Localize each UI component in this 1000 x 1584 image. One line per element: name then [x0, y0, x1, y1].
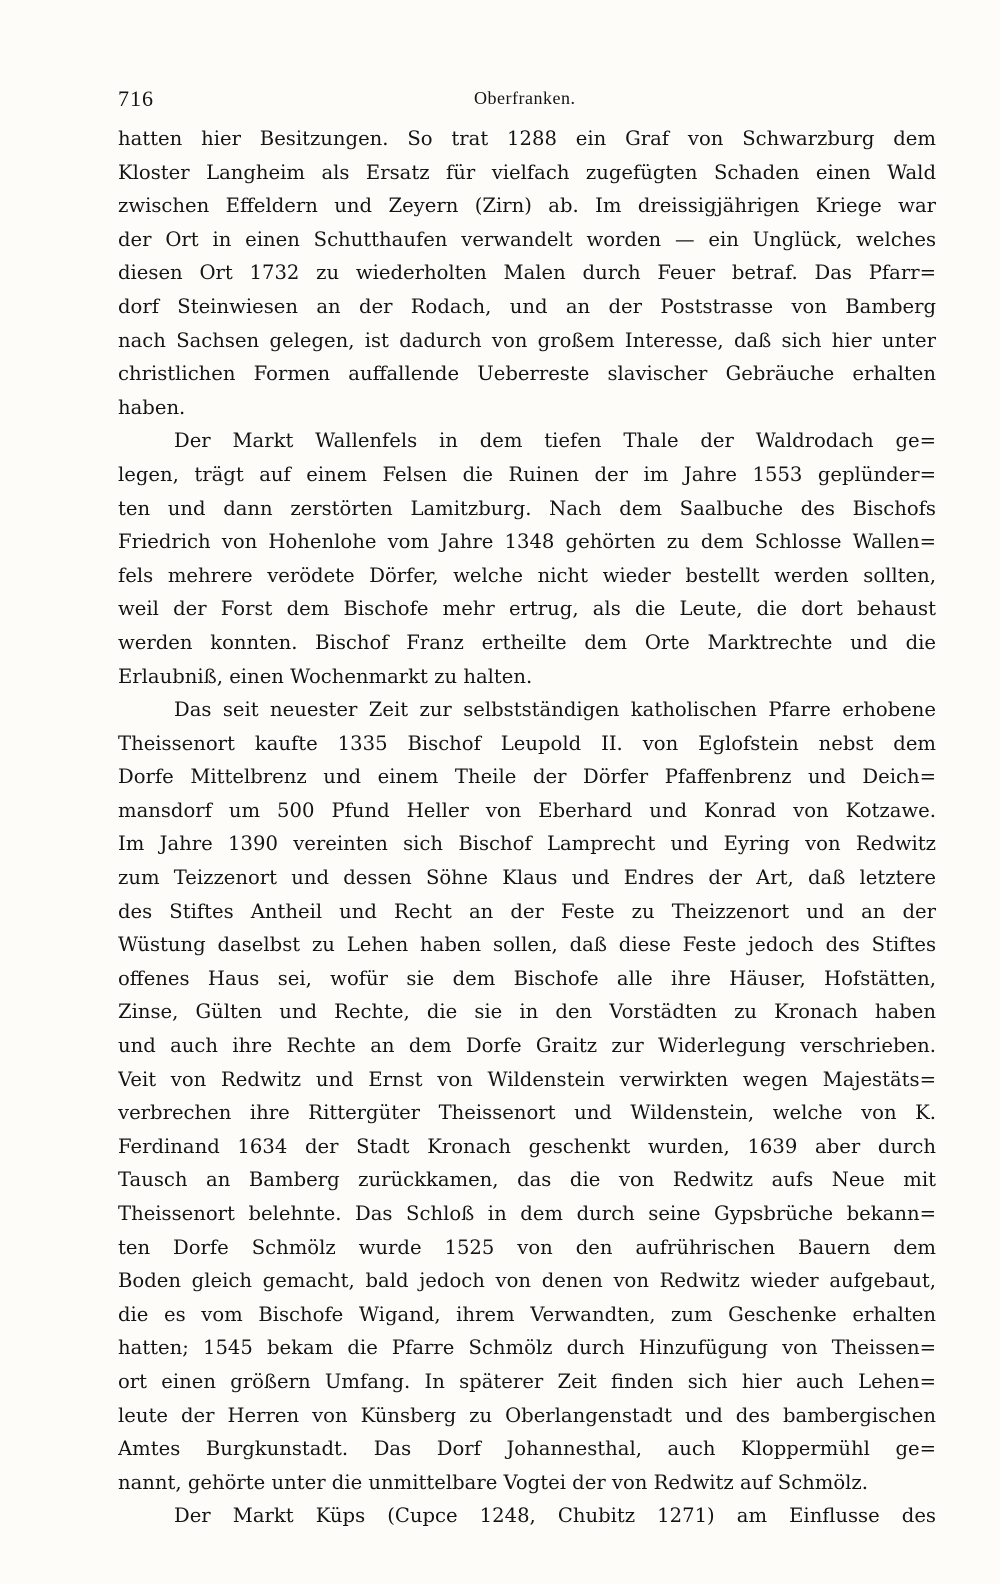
paragraph	[118, 122, 936, 424]
text-line: hatten hier Besitzungen. So trat 1288 ein Graf von Schwarzburg dem	[118, 127, 936, 150]
text-line: die es vom Bischofe Wigand, ihrem Verwandten, zum Geschenke erhalten	[118, 1302, 936, 1326]
text-line: Tausch an Bamberg zurückkamen, das die von Redwitz aufs Neue mit	[118, 1168, 936, 1192]
document-page	[118, 78, 936, 1533]
text-line: Dorfe Mittelbrenz und einem Theile der Dörfer Pfaffenbrenz und Deich=	[118, 765, 936, 789]
text-line: Erlaubniß, einen Wochenmarkt zu halten.	[118, 664, 533, 688]
text-line: Theissenort belehnte. Das Schloß in dem durch seine Gypsbrüche bekann=	[118, 1202, 936, 1225]
text-line: Im Jahre 1390 vereinten sich Bischof Lamprecht und Eyring von Redwitz	[118, 832, 936, 856]
text-line: hatten; 1545 bekam die Pfarre Schmölz durch Hinzufügung von Theissen=	[118, 1336, 936, 1360]
text-line: nannt, gehörte unter die unmittelbare Vogtei der von Redwitz auf Schmölz.	[118, 1470, 868, 1494]
text-line: zwischen Effeldern und Zeyern (Zirn) ab. Im dreissigjährigen Kriege war	[118, 194, 936, 218]
text-line: ten Dorfe Schmölz wurde 1525 von den aufrührischen Bauern dem	[118, 1235, 936, 1259]
text-line: werden konnten. Bischof Franz ertheilte dem Orte Marktrechte und die	[118, 630, 936, 654]
paragraph	[118, 424, 936, 693]
text-line: Zinse, Gülten und Rechte, die sie in den Vorstädten zu Kronach haben	[118, 1000, 936, 1024]
text-line: Kloster Langheim als Ersatz für vielfach zugefügten Schaden einen Wald	[118, 160, 936, 184]
text-line: Das seit neuester Zeit zur selbstständigen katholischen Pfarre erhobene	[174, 698, 936, 722]
text-line: christlichen Formen auffallende Ueberreste slavischer Gebräuche erhalten	[118, 362, 936, 386]
text-line: verbrechen ihre Rittergüter Theissenort und Wildenstein, welche von K.	[118, 1101, 936, 1125]
text-line: Veit von Redwitz und Ernst von Wildenstein verwirkten wegen Majestäts=	[118, 1067, 936, 1091]
text-line: Wüstung daselbst zu Lehen haben sollen, daß diese Feste jedoch des Stiftes	[118, 933, 936, 957]
text-line: leute der Herren von Künsberg zu Oberlangenstadt und des bambergischen	[118, 1403, 936, 1427]
text-line: Amtes Burgkunstadt. Das Dorf Johannesthal, auch Kloppermühl ge=	[118, 1437, 936, 1461]
text-line: des Stiftes Antheil und Recht an der Feste zu Theizzenort und an der	[118, 899, 936, 923]
text-line: weil der Forst dem Bischofe mehr ertrug, als die Leute, die dort behaust	[118, 597, 936, 621]
text-line: dorf Steinwiesen an der Rodach, und an der Poststrasse von Bamberg	[118, 294, 936, 318]
text-line: und auch ihre Rechte an dem Dorfe Graitz zur Widerlegung verschrieben.	[118, 1034, 936, 1058]
text-line: Friedrich von Hohenlohe vom Jahre 1348 gehörten zu dem Schlosse Wallen=	[118, 530, 936, 554]
page-number: 716	[118, 86, 154, 111]
text-line: zum Teizzenort und dessen Söhne Klaus und Endres der Art, daß letztere	[118, 866, 936, 890]
text-line: nach Sachsen gelegen, ist dadurch von großem Interesse, daß sich hier unter	[118, 328, 936, 352]
text-line: Der Markt Küps (Cupce 1248, Chubitz 1271) am Einflusse des	[174, 1504, 936, 1528]
text-line: diesen Ort 1732 zu wiederholten Malen durch Feuer betraf. Das Pfarr=	[118, 261, 936, 285]
text-line: ten und dann zerstörten Lamitzburg. Nach dem Saalbuche des Bischofs	[118, 496, 936, 520]
paragraph	[118, 1499, 936, 1533]
text-line: offenes Haus sei, wofür sie dem Bischofe alle ihre Häuser, Hofstätten,	[118, 966, 936, 990]
text-line: Boden gleich gemacht, bald jedoch von denen von Redwitz wieder aufgebaut,	[118, 1269, 936, 1293]
text-line: ort einen größern Umfang. In späterer Zeit finden sich hier auch Lehen=	[118, 1369, 936, 1393]
body-text	[118, 122, 936, 1533]
text-line: Ferdinand 1634 der Stadt Kronach geschenkt wurden, 1639 aber durch	[118, 1134, 936, 1158]
paragraph	[118, 693, 936, 1499]
text-line: der Ort in einen Schutthaufen verwandelt worden — ein Unglück, welches	[118, 227, 936, 251]
text-line: haben.	[118, 395, 186, 419]
running-head: Oberfranken.	[474, 88, 576, 108]
text-line: legen, trägt auf einem Felsen die Ruinen der im Jahre 1553 geplünder=	[118, 462, 936, 486]
text-line: mansdorf um 500 Pfund Heller von Eberhard und Konrad von Kotzawe.	[118, 798, 936, 822]
text-line: Der Markt Wallenfels in dem tiefen Thale der Waldrodach ge=	[174, 429, 936, 453]
text-line: Theissenort kaufte 1335 Bischof Leupold II. von Eglofstein nebst dem	[118, 731, 936, 755]
text-line: fels mehrere verödete Dörfer, welche nicht wieder bestellt werden sollten,	[118, 563, 936, 587]
page-header	[118, 78, 936, 122]
